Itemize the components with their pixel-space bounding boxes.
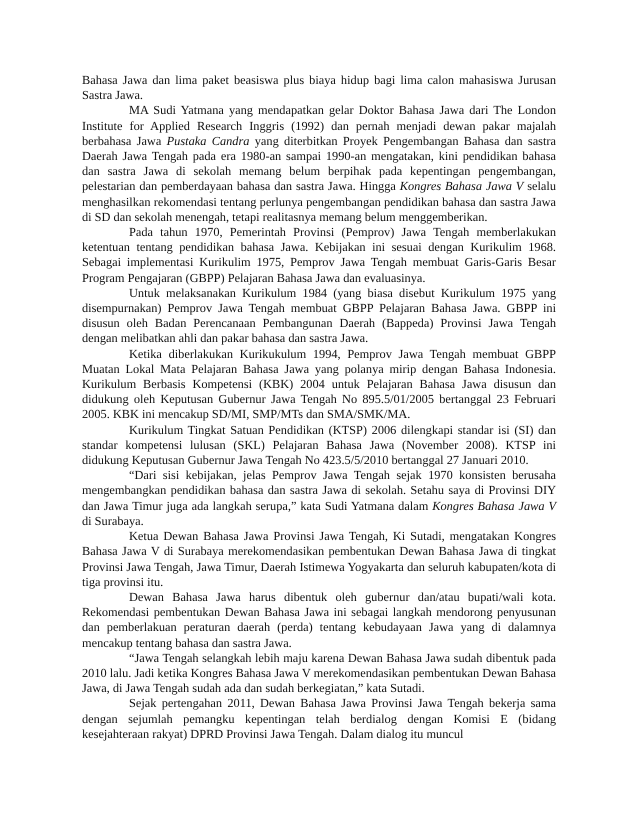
paragraph bbox=[82, 651, 556, 697]
body-text: Dewan Bahasa Jawa harus dibentuk oleh gubernur dan/atau bupati/wali kota. Rekomendasi pembentukan Dewan Bahasa Jawa ini sebagai langkah mendorong penyusunan dan pemberlakuan peraturan daerah (perda) tentang kebudayaan Jawa yang di dalamnya mencakup tentang bahasa dan sastra Jawa. bbox=[82, 589, 556, 650]
body-text: Bahasa Jawa dan lima paket beasiswa plus biaya hidup bagi lima calon mahasiswa Jurusan Sastra Jawa. bbox=[82, 73, 556, 103]
paragraph bbox=[82, 468, 556, 529]
body-text: Kurikulum Tingkat Satuan Pendidikan (KTSP) 2006 dilengkapi standar isi (SI) dan standar kompetensi lulusan (SKL) Pelajaran Bahasa Jawa (November 2008). KTSP ini didukung Keputusan Gubernur Jawa Tengah No 423.5/5/2010 bertanggal 27 Januari 2010. bbox=[82, 422, 556, 468]
italic-text: Kongres Bahasa Jawa V bbox=[432, 498, 557, 513]
paragraph bbox=[82, 73, 556, 103]
italic-text: Kongres Bahasa Jawa V bbox=[399, 179, 524, 194]
paragraph bbox=[82, 225, 556, 286]
body-text: di Surabaya. bbox=[82, 513, 144, 528]
paragraph bbox=[82, 423, 556, 469]
body-text: Sejak pertengahan 2011, Dewan Bahasa Jawa Provinsi Jawa Tengah bekerja sama dengan sejumlah pemangku kepentingan telah berdialog dengan Komisi E (bidang kesejahteraan rakyat) DPRD Provinsi Jawa Tengah. Dalam dialog itu muncul bbox=[82, 696, 556, 741]
paragraph bbox=[82, 103, 556, 225]
paragraph bbox=[82, 696, 556, 742]
body-text: Ketika diberlakukan Kurikukulum 1994, Pemprov Jawa Tengah membuat GBPP Muatan Lokal Mata Pelajaran Bahasa Jawa yang polanya mirip dengan Bahasa Indonesia. Kurikulum Berbasis Kompetensi (KBK) 2004 untuk Pelajaran Bahasa Jawa disusun dan didukung oleh Keputusan Gubernur Jawa Tengah No 895.5/01/2005 bertanggal 23 Februari 2005. KBK ini mencakup SD/MI, SMP/MTs dan SMA/SMK/MA. bbox=[82, 346, 556, 422]
body-text: “Dari sisi kebijakan, jelas Pemprov Jawa Tengah sejak 1970 konsisten berusaha mengembangkan pendidikan bahasa dan sastra Jawa di sekolah. Setahu saya di Provinsi DIY dan Jawa Timur juga ada langkah serupa,” kata Sudi Yatmana dalam bbox=[82, 468, 556, 513]
paragraph bbox=[82, 347, 556, 423]
document-body bbox=[82, 73, 556, 742]
body-text: Ketua Dewan Bahasa Jawa Provinsi Jawa Tengah, Ki Sutadi, mengatakan Kongres Bahasa Jawa V di Surabaya merekomendasikan pembentukan Dewan Bahasa Jawa di tingkat Provinsi Jawa Tengah, Jawa Timur, Daerah Istimewa Yogyakarta dan seluruh kabupaten/kota di tiga provinsi itu. bbox=[82, 529, 556, 589]
body-text: MA Sudi Yatmana yang mendapatkan gelar Doktor Bahasa Jawa dari The London Institute for Applied Research Inggris (1992) dan pernah menjadi dewan pakar majalah berbahasa Jawa bbox=[82, 103, 556, 148]
body-text: Pada tahun 1970, Pemerintah Provinsi (Pemprov) Jawa Tengah memberlakukan ketentuan tentang pendidikan bahasa Jawa. Kebijakan ini sesuai dengan Kurikulim 1968. Sebagai implementasi Kurikulim 1975, Pemprov Jawa Tengah membuat Garis-Garis Besar Program Pengajaran (GBPP) Pelajaran Bahasa Jawa dan evaluasinya. bbox=[82, 225, 556, 285]
paragraph bbox=[82, 529, 556, 590]
body-text: selalu menghasilkan rekomendasi tentang perlunya pengembangan pendidikan bahasa dan sastra Jawa di SD dan sekolah menengah, tetapi realitasnya memang belum menggemberikan. bbox=[82, 179, 556, 224]
paragraph bbox=[82, 286, 556, 347]
body-text: Untuk melaksanakan Kurikulum 1984 (yang biasa disebut Kurikulum 1975 yang disempurnakan) Pemprov Jawa Tengah membuat GBPP Pelajaran Bahasa Jawa. GBPP ini disusun oleh Badan Perencanaan Pembangunan Daerah (Bappeda) Provinsi Jawa Tengah dengan melibatkan ahli dan pakar bahasa dan sastra Jawa. bbox=[82, 285, 556, 346]
paragraph bbox=[82, 590, 556, 651]
italic-text: Pustaka Candra bbox=[166, 133, 250, 148]
body-text: yang diterbitkan Proyek Pengembangan Bahasa dan sastra Daerah Jawa Tengah pada era 1980-an sampai 1990-an mengatakan, kini pendidikan bahasa dan sastra Jawa di sekolah memang belum berpihak pada kepentingan pengembangan, pelestarian dan pemberdayaan bahasa dan sastra Jawa. Hingga bbox=[82, 133, 556, 194]
body-text: “Jawa Tengah selangkah lebih maju karena Dewan Bahasa Jawa sudah dibentuk pada 2010 lalu. Jadi ketika Kongres Bahasa Jawa V merekomendasikan pembentukan Dewan Bahasa Jawa, di Jawa Tengah sudah ada dan sudah berkegiatan,” kata Sutadi. bbox=[82, 650, 556, 696]
